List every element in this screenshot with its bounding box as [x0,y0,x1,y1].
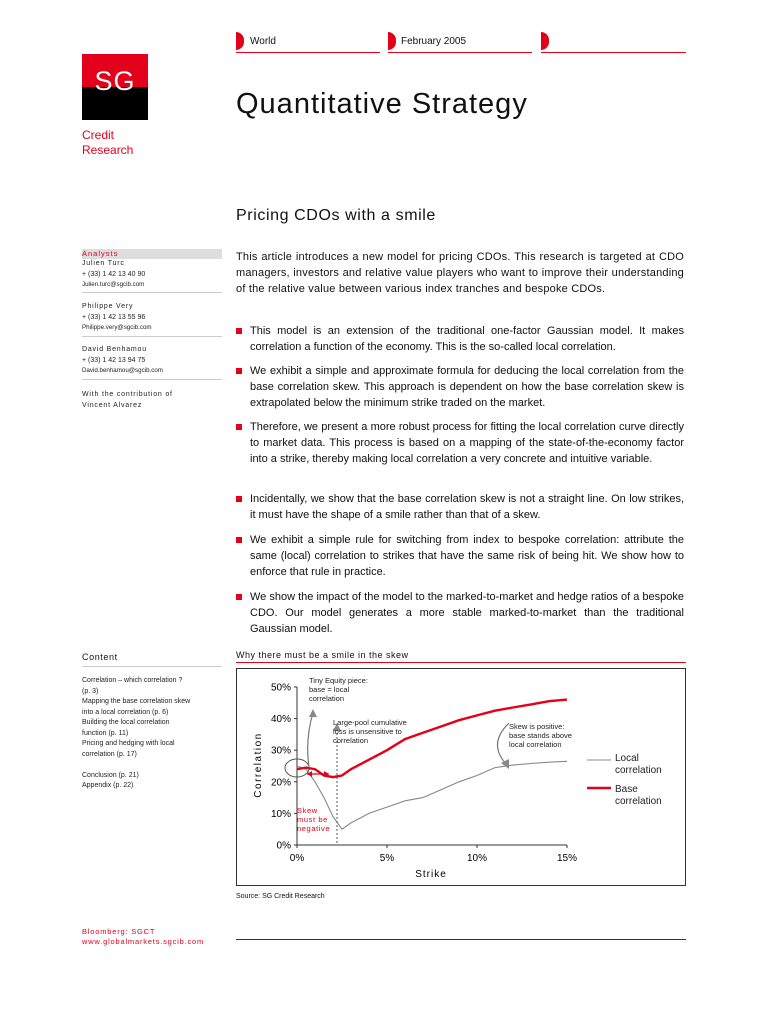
x-tick-label: 10% [466,853,488,864]
analyst-phone: + (33) 1 42 13 40 90 [82,270,146,278]
y-tick-label: 50% [270,682,291,694]
divider [82,292,222,293]
bullet-square-icon [236,328,242,334]
legend-label-base: Base correlation [615,784,662,807]
arrow-tiny-equity [308,713,313,767]
y-tick-label: 10% [270,808,291,820]
chart-title-rule [236,662,686,663]
contribution [82,390,173,411]
analyst-email[interactable]: Philippe.very@sgcib.com [82,324,152,331]
x-axis-label: Strike [415,869,447,880]
footer-rule [236,939,686,940]
divider [82,379,222,380]
analyst-name: Philippe Very [82,303,134,310]
header-tab-line [236,52,380,53]
header-tab-marker [236,32,244,50]
bullet-square-icon [236,496,242,502]
chart-frame [236,668,686,886]
contents-list [82,676,232,792]
analyst-name: David Benhamou [82,346,147,353]
y-tick-label: 0% [276,840,291,852]
x-tick-label: 5% [379,853,395,864]
arrow-skew-positive-head [501,759,509,769]
annotation-skew-negative: Skew must be negative [297,806,331,833]
header-tab-line [541,52,686,53]
analyst-card [82,302,152,334]
arrow-skew-positive [497,723,509,765]
bullet-square-icon [236,537,242,543]
annotation-tiny-equity: Tiny Equity piece: base = local correlation [309,676,368,703]
analyst-phone: + (33) 1 42 13 94 75 [82,356,146,364]
article-title: Pricing CDOs with a smile [236,207,436,224]
brand-line-2: Research [82,143,134,157]
arrow-tiny-equity-head [309,709,317,717]
intro-paragraph: This article introduces a new model for pricing CDOs. This research is targeted at CDO managers, investors and relative value players who want to improve their understanding of the relative value between various index tranches and bespoke CDOs. [236,251,684,295]
bullet-square-icon [236,424,242,430]
chart-source: Source: SG Credit Research [236,893,325,900]
bullet-item [236,419,684,467]
series-line-local-correlation [297,761,567,829]
toc-line[interactable]: Appendix (p. 22) [82,782,134,789]
header-tab-marker [388,32,396,50]
header-tab-marker [541,32,549,50]
contributor-name: Vincent Alvarez [82,401,143,409]
y-tick-label: 20% [270,777,291,789]
analyst-email[interactable]: David.benhamou@sgcib.com [82,367,163,374]
analyst-card [82,345,163,377]
brand-label [82,128,133,158]
chart-title: Why there must be a smile in the skew [236,650,409,660]
contents-heading: Content [82,652,118,662]
footer-website[interactable]: www.globalmarkets.sgcib.com [82,937,205,946]
bullet-text: This model is an extension of the traditional one-factor Gaussian model. It makes correlation a function of the economy. This is the so-called local correlation. [250,325,684,353]
bullet-square-icon [236,368,242,374]
toc-spacer [82,760,232,771]
toc-line[interactable]: correlation (p. 17) [82,750,137,758]
bullet-text: Therefore, we present a more robust process for fitting the local correlation curve directly to market data. This process is based on a mapping of the state-of-the-economy factor into a strike, thereby making local correlation a very concrete and intuitive variable. [250,421,684,465]
y-tick-label: 30% [270,745,291,757]
bullet-item [236,363,684,411]
toc-line[interactable]: Correlation – which correlation ? [82,677,183,684]
toc-line[interactable]: Mapping the base correlation skew [82,698,191,705]
analyst-name: Julien Turc [82,260,125,267]
header-date: February 2005 [401,36,467,47]
toc-line[interactable]: Building the local correlation [82,719,170,726]
toc-line[interactable]: Pricing and hedging with local [82,740,175,747]
x-tick-label: 15% [556,853,578,864]
bullet-item [236,491,684,523]
analyst-phone: + (33) 1 42 13 55 96 [82,313,146,321]
x-tick-label: 0% [289,853,305,864]
annotation-large-pool: Large-pool cumulative loss is unsensitive to correlation [333,718,407,745]
bullet-text: Incidentally, we show that the base correlation skew is not a straight line. On low strikes, it must have the shape of a smile rather than that of a skew. [250,493,684,521]
bullet-text: We exhibit a simple rule for switching from index to bespoke correlation: attribute the same (local) correlation to strikes that have the same risk of being hit. We show how to enforce that rule in practice. [250,534,684,578]
logo-text: SG [94,66,136,96]
analyst-email[interactable]: Julien.turc@sgcib.com [82,281,145,288]
bullet-text: We exhibit a simple and approximate formula for deducing the local correlation from the base correlation skew. This approach is dependent on how the base correlation skew is extrapolated below the minimum strike traded on the market. [250,365,684,409]
y-tick-label: 40% [270,714,291,726]
toc-line[interactable]: Conclusion (p. 21) [82,771,139,779]
toc-line[interactable]: (p. 3) [82,687,99,695]
footer-bloomberg: Bloomberg: SGCT [82,927,156,936]
sg-logo [82,54,148,120]
y-axis-label: Correlation [253,732,264,798]
bullet-text: We show the impact of the model to the marked-to-market and hedge ratios of a bespoke CDO. Our model generates a more stable marked-to-market than the traditional Gaussian model. [250,591,684,635]
toc-line[interactable]: function (p. 11) [82,729,129,737]
bullet-square-icon [236,594,242,600]
chart [237,669,685,885]
analyst-card [82,259,145,291]
header-region: World [250,36,276,47]
header-tab-line [388,52,532,53]
contribution-line: With the contribution of [82,391,173,398]
divider [82,666,222,667]
footer [82,927,204,947]
bullet-item [236,323,684,355]
annotation-skew-positive: Skew is positive: base stands above local correlation [509,722,572,749]
divider [82,336,222,337]
page-title: Quantitative Strategy [236,88,528,120]
analysts-label: Analysts [82,249,119,258]
bullet-item [236,532,684,580]
legend-label-local: Local correlation [615,753,662,776]
toc-line[interactable]: into a local correlation (p. 6) [82,708,169,716]
brand-line-1: Credit [82,128,115,142]
bullet-item [236,589,684,637]
